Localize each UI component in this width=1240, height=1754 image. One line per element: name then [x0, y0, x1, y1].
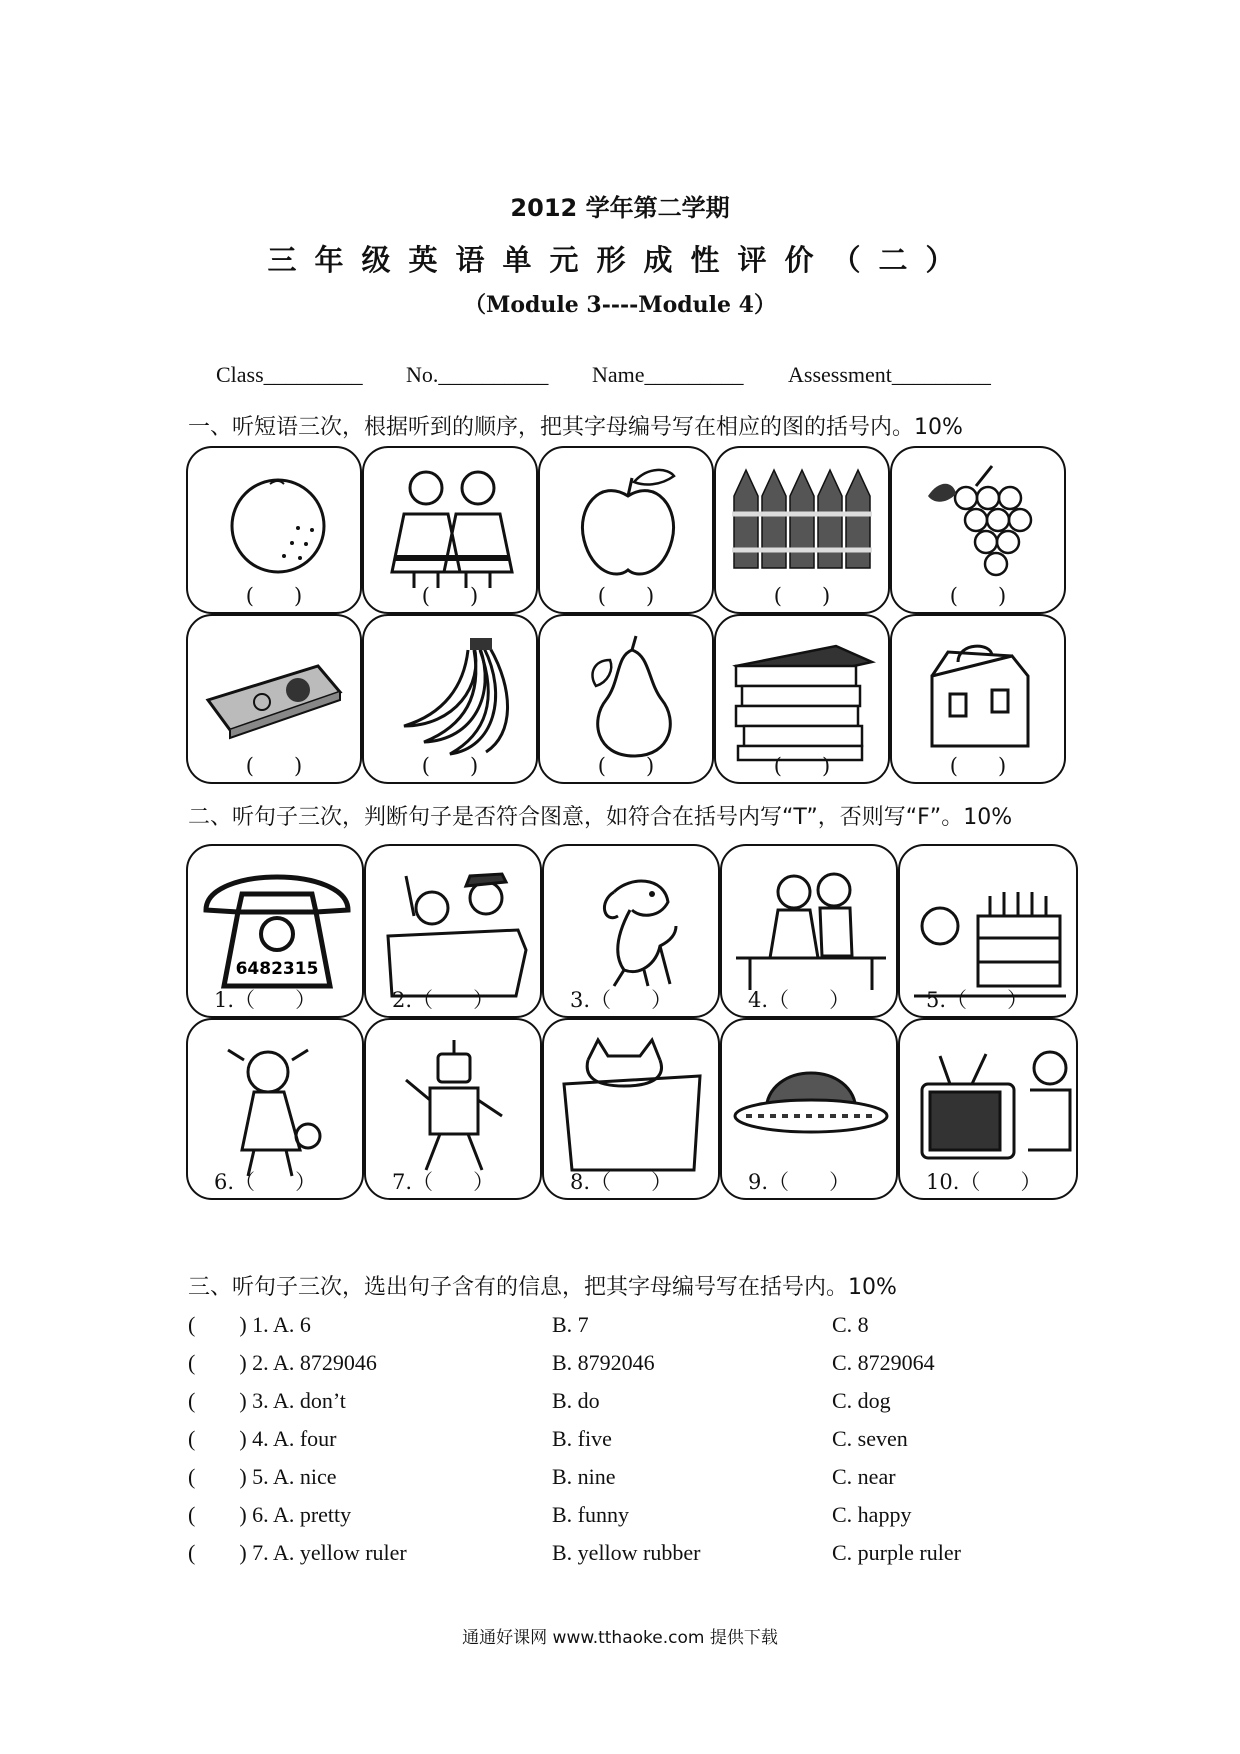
answer-label[interactable]: 5.（ ） — [926, 988, 1029, 1012]
picture-tile — [542, 1018, 720, 1200]
picture-tile — [720, 1018, 898, 1200]
picture-tile — [714, 446, 890, 614]
section2-instruction: 二、听句子三次，判断句子是否符合图意，如符合在括号内写“T”，否则写“F”。10% — [188, 805, 1013, 830]
question-row[interactable]: ( ) 3. A. don’t — [188, 1388, 346, 1413]
question-row[interactable]: ( ) 1. A. 6 — [188, 1312, 311, 1337]
picture-tile — [898, 1018, 1078, 1200]
option-b: B. five — [552, 1426, 612, 1451]
answer-blank[interactable]: ( ) — [773, 754, 831, 778]
question-row[interactable]: ( ) 4. A. four — [188, 1426, 337, 1451]
answer-label[interactable]: 2.（ ） — [392, 988, 495, 1012]
question-row[interactable]: ( ) 6. A. pretty — [188, 1502, 352, 1527]
exam-title: 三年级英语单元形成性评价（二） — [267, 243, 973, 277]
answer-label[interactable]: 10.（ ） — [926, 1170, 1042, 1194]
answer-blank[interactable]: ( ) — [597, 584, 655, 608]
picture-tile — [890, 614, 1066, 784]
option-c: C. dog — [832, 1388, 891, 1413]
option-b: B. do — [552, 1388, 600, 1413]
picture-tile — [898, 844, 1078, 1018]
option-b: B. 8792046 — [552, 1350, 655, 1375]
answer-blank[interactable]: ( ) — [245, 584, 303, 608]
picture-tile — [364, 1018, 542, 1200]
answer-blank[interactable]: ( ) — [949, 754, 1007, 778]
answer-label[interactable]: 6.（ ） — [214, 1170, 317, 1194]
picture-tile — [538, 614, 714, 784]
number-field[interactable]: No.__________ — [406, 362, 549, 387]
option-b: B. funny — [552, 1502, 629, 1527]
answer-blank[interactable]: ( ) — [245, 754, 303, 778]
option-c: C. happy — [832, 1502, 912, 1527]
answer-blank[interactable]: ( ) — [949, 584, 1007, 608]
answer-label[interactable]: 1.（ ） — [214, 988, 317, 1012]
picture-tile — [364, 844, 542, 1018]
picture-tile — [714, 614, 890, 784]
answer-label[interactable]: 3.（ ） — [570, 988, 673, 1012]
picture-tile — [186, 614, 362, 784]
answer-blank[interactable]: ( ) — [773, 584, 831, 608]
option-b: B. nine — [552, 1464, 616, 1489]
name-field[interactable]: Name_________ — [592, 362, 744, 387]
answer-blank[interactable]: ( ) — [421, 584, 479, 608]
module-range: （Module 3----Module 4） — [464, 292, 776, 318]
picture-tile — [720, 844, 898, 1018]
phone-number: 6482315 — [235, 959, 319, 979]
answer-label[interactable]: 9.（ ） — [748, 1170, 851, 1194]
option-c: C. seven — [832, 1426, 908, 1451]
assessment-field[interactable]: Assessment_________ — [788, 362, 991, 387]
picture-tile — [186, 1018, 364, 1200]
class-field[interactable]: Class_________ — [216, 362, 363, 387]
question-row[interactable]: ( ) 7. A. yellow ruler — [188, 1540, 407, 1565]
option-b: B. 7 — [552, 1312, 589, 1337]
option-c: C. 8729064 — [832, 1350, 935, 1375]
section3-instruction: 三、听句子三次，选出句子含有的信息，把其字母编号写在括号内。10% — [188, 1275, 897, 1300]
picture-tile — [362, 446, 538, 614]
option-c: C. near — [832, 1464, 896, 1489]
section1-instruction: 一、听短语三次，根据听到的顺序，把其字母编号写在相应的图的括号内。10% — [188, 415, 963, 440]
picture-tile — [542, 844, 720, 1018]
answer-label[interactable]: 4.（ ） — [748, 988, 851, 1012]
option-b: B. yellow rubber — [552, 1540, 701, 1565]
answer-blank[interactable]: ( ) — [421, 754, 479, 778]
option-c: C. purple ruler — [832, 1540, 961, 1565]
semester-title: 2012 学年第二学期 — [510, 194, 730, 222]
question-row[interactable]: ( ) 2. A. 8729046 — [188, 1350, 377, 1375]
footer-credit: 通通好课网 www.tthaoke.com 提供下载 — [462, 1628, 778, 1648]
answer-blank[interactable]: ( ) — [597, 754, 655, 778]
picture-tile — [890, 446, 1066, 614]
picture-tile — [186, 446, 362, 614]
answer-label[interactable]: 8.（ ） — [570, 1170, 673, 1194]
question-row[interactable]: ( ) 5. A. nice — [188, 1464, 337, 1489]
option-c: C. 8 — [832, 1312, 869, 1337]
picture-tile — [186, 844, 364, 1018]
picture-tile — [362, 614, 538, 784]
answer-label[interactable]: 7.（ ） — [392, 1170, 495, 1194]
picture-tile — [538, 446, 714, 614]
